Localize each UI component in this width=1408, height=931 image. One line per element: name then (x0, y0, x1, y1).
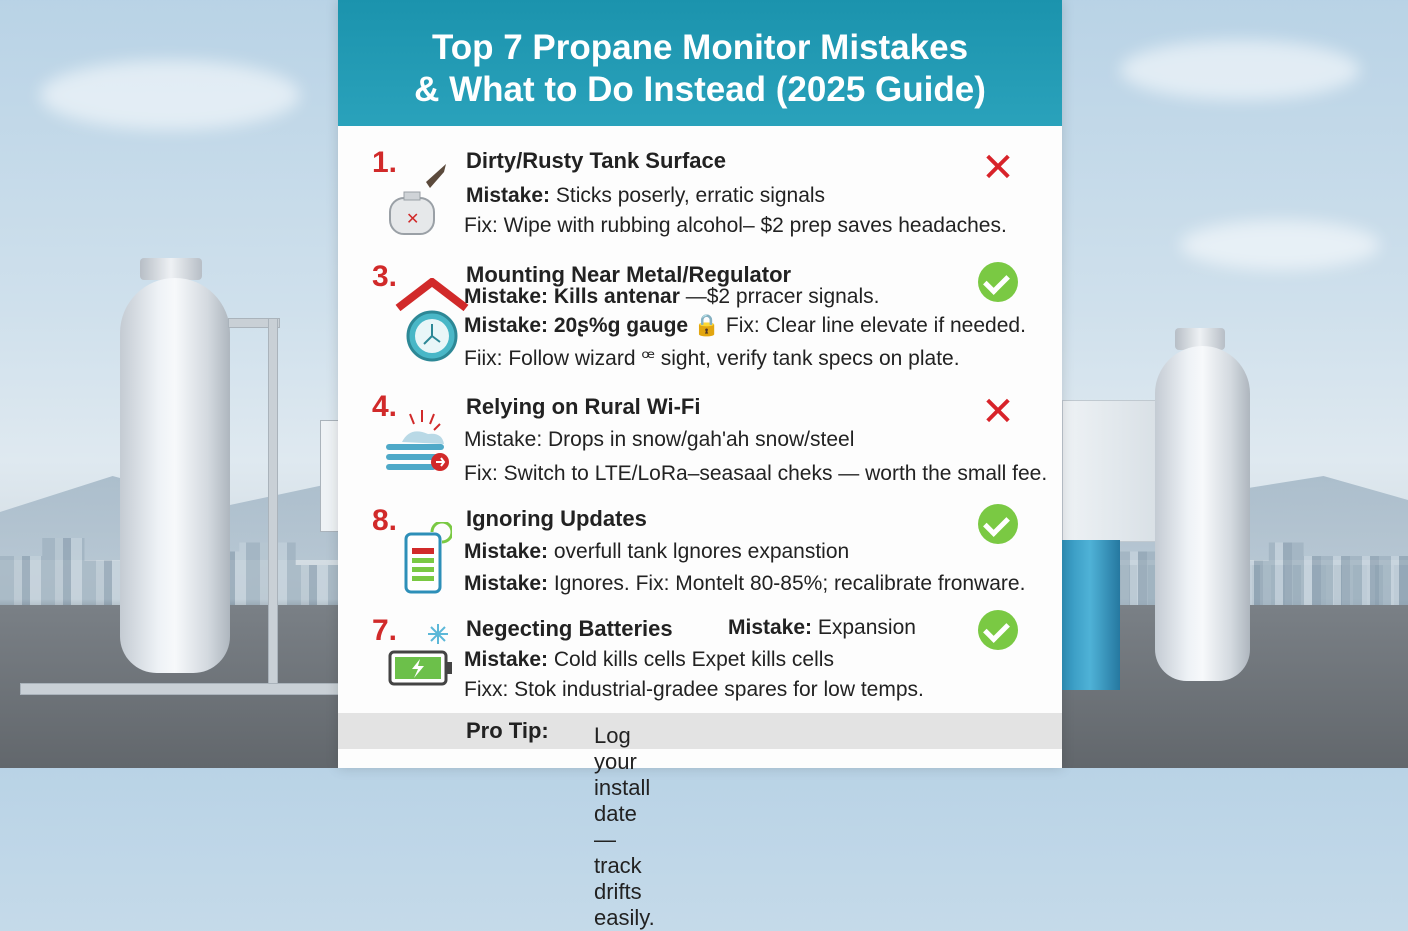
clock-gauge-icon (394, 278, 470, 364)
title-line-1: Top 7 Propane Monitor Mistakes (431, 28, 969, 67)
item-number: 4. (372, 390, 398, 423)
pro-tip-bar (338, 713, 1062, 930)
item-line: Fixx: Stok industrial-gradee spares for low temps. (464, 678, 924, 701)
item-line: Fiix: Follow wizard ꟹ sight, verify tank specs on plate. (464, 347, 960, 370)
item-title: Mounting Near Metal/Regulator (466, 262, 792, 287)
blue-pipe (1060, 540, 1120, 690)
dirty-tank-icon (386, 158, 448, 238)
pro-tip-text: Pro Tip: Log your install date—track drifts easily. (466, 718, 655, 930)
item-title: Ignoring Updates (466, 506, 647, 531)
right-propane-tank (1155, 346, 1250, 681)
item-extra-line: Mistake: Expansion (728, 616, 916, 639)
left-tank-valve (140, 258, 202, 280)
phone-app-icon (402, 522, 452, 596)
item-line: Mistake: 20ʂ%g gauge 🔒 Fix: Clear line elevate if needed. (464, 314, 1026, 337)
item-line: Mistake: Kills antenar —$2 prracer signals. (464, 285, 880, 308)
item-line: Mistake: Cold kills cells Expet kills cells (464, 648, 834, 671)
item-number: 3. (372, 260, 398, 293)
item-line: Fix: Switch to LTE/LoRa–seasaal cheks — worth the small fee. (464, 462, 1048, 485)
weather-signal-icon (382, 408, 460, 478)
pipe (268, 318, 278, 690)
cloud (1180, 220, 1380, 270)
check-mark-icon (978, 504, 1018, 544)
check-mark-icon (978, 610, 1018, 650)
item-number: 7. (372, 614, 398, 647)
check-mark-icon (978, 262, 1018, 302)
item-title: Negecting Batteries (466, 616, 673, 641)
item-title: Relying on Rural Wi-Fi (466, 394, 701, 419)
cloud (40, 60, 300, 130)
title-line-2: & What to Do Instead (2025 Guide) (414, 70, 986, 109)
item-number: 1. (372, 146, 398, 179)
pipe-base (20, 683, 342, 695)
item-line: Mistake: overfull tank lgnores expanstion (464, 540, 850, 563)
x-mark-icon: ✕ (981, 390, 1015, 434)
item-line: Mistake: Sticks poserly, erratic signals (466, 184, 826, 207)
cloud (1120, 40, 1360, 100)
item-title: Dirty/Rusty Tank Surface (466, 148, 727, 173)
svg-text:✕: ✕ (406, 211, 420, 228)
battery-icon (386, 622, 460, 688)
item-line: Fix: Wipe with rubbing alcohol– $2 prep saves headaches. (464, 214, 1007, 237)
left-propane-tank (120, 278, 230, 673)
item-line: Mistake: Ignores. Fix: Montelt 80-85%; recalibrate fronware. (464, 572, 1026, 595)
item-number: 8. (372, 504, 398, 537)
item-line: Mistake: Drops in snow/gah'ah snow/steel (464, 428, 855, 451)
x-mark-icon: ✕ (981, 146, 1015, 190)
infographic-card (338, 0, 1062, 930)
header-banner (338, 0, 1062, 126)
